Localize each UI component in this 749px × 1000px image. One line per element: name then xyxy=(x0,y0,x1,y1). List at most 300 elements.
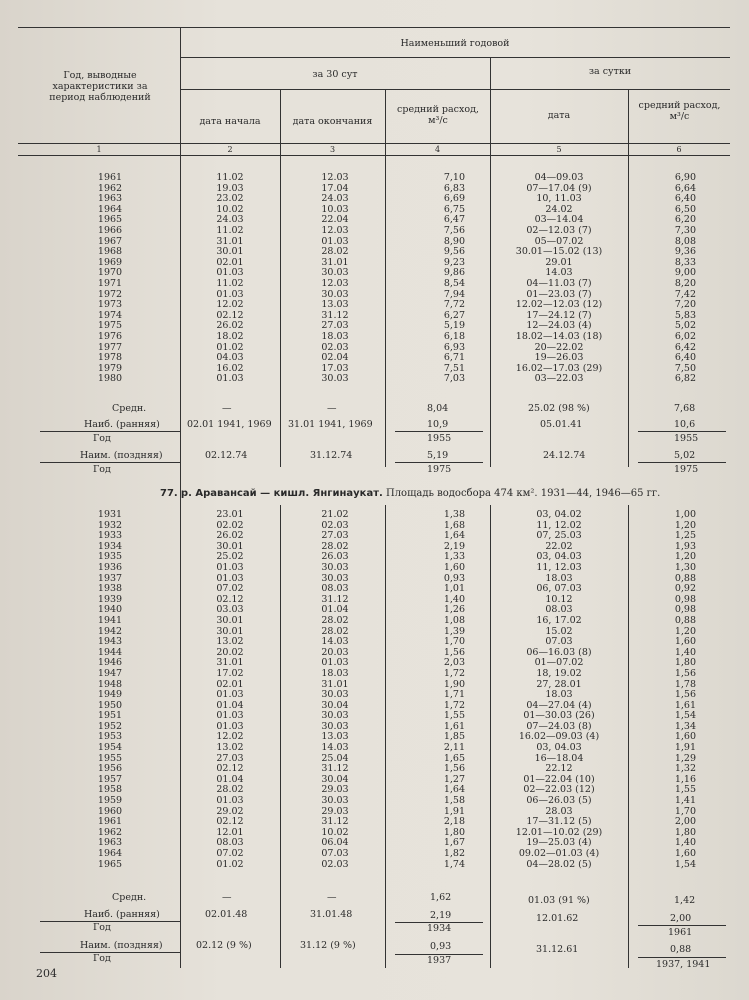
header-rule-1 xyxy=(180,57,730,58)
s1-avg-c4: 8,04 xyxy=(427,403,449,414)
daily-date-cell: 15.02 xyxy=(545,625,573,637)
discharge-30-cell: 7,51 xyxy=(443,362,465,374)
discharge-30-cell: 1,58 xyxy=(443,795,465,807)
start-date-cell: 07.02 xyxy=(216,848,244,859)
end-date-cell: 17.03 xyxy=(321,362,349,374)
discharge-day-cell: 0,92 xyxy=(674,583,696,595)
discharge-30-cell: 2,18 xyxy=(443,816,465,828)
discharge-30-cell: 6,71 xyxy=(443,352,465,364)
discharge-30-cell: 7,10 xyxy=(443,172,465,183)
discharge-30-cell: 1,33 xyxy=(443,551,465,563)
header-group-day: за сутки xyxy=(588,66,632,77)
discharge-30-cell: 1,01 xyxy=(443,583,465,595)
discharge-day-cell: 1,00 xyxy=(674,509,696,520)
end-date-cell: 18.03 xyxy=(321,330,349,342)
s1-qday-column xyxy=(648,173,696,385)
daily-date-cell: 18.03 xyxy=(545,572,573,584)
daily-date-cell: 19—26.03 xyxy=(534,352,584,364)
discharge-day-cell: 1,30 xyxy=(674,561,696,573)
end-date-cell: 31.12 xyxy=(321,763,349,775)
end-date-cell: 30.03 xyxy=(321,267,349,279)
daily-date-cell: 29.01 xyxy=(545,256,573,268)
year-cell: 1965 xyxy=(97,214,123,226)
discharge-day-cell: 1,20 xyxy=(674,625,696,637)
year-cell: 1978 xyxy=(97,352,123,364)
colnum-5: 5 xyxy=(556,145,562,154)
discharge-day-cell: 2,00 xyxy=(674,816,696,828)
discharge-30-cell: 5,19 xyxy=(443,320,465,332)
s2-avg-c2: — xyxy=(222,892,232,903)
daily-date-cell: 03, 04.03 xyxy=(536,742,582,754)
section2-rest: Площадь водосбора 474 км². 1931—44, 1946—65 гг. xyxy=(385,488,661,499)
daily-date-cell: 27, 28.01 xyxy=(536,678,582,690)
s1-min-c4: 5,19 xyxy=(427,450,449,461)
start-date-cell: 08.03 xyxy=(216,837,244,849)
daily-date-cell: 08.03 xyxy=(545,604,573,616)
discharge-30-cell: 2,03 xyxy=(443,657,465,669)
start-date-cell: 26.02 xyxy=(216,320,244,332)
year-cell: 1957 xyxy=(97,773,123,785)
start-date-cell: 01.02 xyxy=(216,341,244,353)
discharge-30-cell: 1,74 xyxy=(443,858,465,870)
start-date-cell: 02.12 xyxy=(216,816,244,828)
discharge-30-cell: 9,56 xyxy=(443,246,465,258)
daily-date-cell: 22.02 xyxy=(545,540,573,552)
end-date-cell: 10.02 xyxy=(321,826,349,838)
s1-avg-c3: — xyxy=(327,403,337,414)
start-date-cell: 11.02 xyxy=(216,172,244,183)
s1-min-underline-label xyxy=(40,462,180,463)
s1-min-year-c6: 1975 xyxy=(674,464,699,475)
start-date-cell: 23.02 xyxy=(216,193,244,205)
daily-date-cell: 06—26.03 (5) xyxy=(526,795,592,807)
discharge-30-cell: 1,90 xyxy=(443,678,465,690)
start-date-cell: 20.02 xyxy=(216,646,244,658)
discharge-30-cell: 1,55 xyxy=(443,710,465,722)
start-date-cell: 26.02 xyxy=(216,530,244,542)
start-date-cell: 01.04 xyxy=(216,699,244,711)
discharge-day-cell: 1,60 xyxy=(674,731,696,743)
year-cell: 1949 xyxy=(97,689,123,701)
s2-max-year-c4: 1934 xyxy=(427,923,452,934)
daily-date-cell: 16, 17.02 xyxy=(536,614,582,626)
year-cell: 1935 xyxy=(97,551,123,563)
discharge-30-cell: 1,39 xyxy=(443,625,465,637)
start-date-cell: 13.02 xyxy=(216,636,244,648)
end-date-cell: 31.12 xyxy=(321,593,349,605)
discharge-30-cell: 6,93 xyxy=(443,341,465,353)
s2-min-year-label: Год xyxy=(93,953,111,964)
s2-q30-column xyxy=(405,510,465,870)
discharge-day-cell: 0,98 xyxy=(674,604,696,616)
year-cell: 1943 xyxy=(97,636,123,648)
daily-date-cell: 12.01—10.02 (29) xyxy=(515,826,603,838)
discharge-30-cell: 1,72 xyxy=(443,699,465,711)
daily-date-cell: 16—18.04 xyxy=(534,752,584,764)
daily-date-cell: 22.12 xyxy=(545,763,573,775)
discharge-day-cell: 0,88 xyxy=(674,572,696,584)
s1-max-c3: 31.01 1941, 1969 xyxy=(288,419,373,430)
end-date-cell: 20.03 xyxy=(321,646,349,658)
s2-end-column xyxy=(295,510,375,870)
s1-max-c4: 10,9 xyxy=(427,419,449,430)
daily-date-cell: 12—24.03 (4) xyxy=(526,320,592,332)
end-date-cell: 30.03 xyxy=(321,572,349,584)
year-cell: 1931 xyxy=(97,509,123,520)
discharge-day-cell: 5,02 xyxy=(674,320,696,332)
start-date-cell: 28.02 xyxy=(216,784,244,796)
discharge-day-cell: 6,50 xyxy=(674,203,696,215)
end-date-cell: 30.03 xyxy=(321,288,349,300)
daily-date-cell: 16.02—09.03 (4) xyxy=(518,731,600,743)
header-c2: дата начала xyxy=(199,116,261,127)
header-c6: средний расход, м³/с xyxy=(638,100,721,122)
colnum-6: 6 xyxy=(676,145,682,154)
end-date-cell: 08.03 xyxy=(321,583,349,595)
year-cell: 1973 xyxy=(97,299,123,311)
discharge-day-cell: 6,82 xyxy=(674,373,696,385)
start-date-cell: 04.03 xyxy=(216,352,244,364)
year-cell: 1970 xyxy=(97,267,123,279)
s1-max-underline-c6 xyxy=(638,431,726,432)
s1-years-column xyxy=(80,173,140,385)
s1-min-underline-c6 xyxy=(638,462,726,463)
discharge-30-cell: 1,38 xyxy=(443,509,465,520)
discharge-day-cell: 0,98 xyxy=(674,593,696,605)
start-date-cell: 12.02 xyxy=(216,299,244,311)
s1-max-year-label: Год xyxy=(93,433,111,444)
daily-date-cell: 01—30.03 (26) xyxy=(523,710,595,722)
discharge-day-cell: 1,60 xyxy=(674,848,696,859)
daily-date-cell: 02—12.03 (7) xyxy=(526,224,592,236)
start-date-cell: 23.01 xyxy=(216,509,244,520)
year-cell: 1951 xyxy=(97,710,123,722)
discharge-day-cell: 1,80 xyxy=(674,826,696,838)
discharge-day-cell: 1,34 xyxy=(674,720,696,732)
s2-min-c2: 02.12 (9 %) xyxy=(196,940,252,951)
start-date-cell: 18.02 xyxy=(216,330,244,342)
daily-date-cell: 17—31.12 (5) xyxy=(526,816,592,828)
start-date-cell: 24.03 xyxy=(216,214,244,226)
s1-min-c5: 24.12.74 xyxy=(543,450,586,461)
end-date-cell: 02.03 xyxy=(321,519,349,531)
start-date-cell: 17.02 xyxy=(216,667,244,679)
year-cell: 1964 xyxy=(97,848,123,859)
s2-min-c4: 0,93 xyxy=(430,941,452,952)
start-date-cell: 12.01 xyxy=(216,826,244,838)
discharge-day-cell: 7,50 xyxy=(674,362,696,374)
col5-divider-lower xyxy=(628,505,629,968)
start-date-cell: 13.02 xyxy=(216,742,244,754)
s1-min-c2: 02.12.74 xyxy=(205,450,248,461)
discharge-day-cell: 1,56 xyxy=(674,667,696,679)
daily-date-cell: 18.03 xyxy=(545,689,573,701)
discharge-day-cell: 7,30 xyxy=(674,224,696,236)
year-cell: 1960 xyxy=(97,805,123,817)
colnum-3: 3 xyxy=(329,145,336,154)
start-date-cell: 01.04 xyxy=(216,773,244,785)
start-date-cell: 27.03 xyxy=(216,752,244,764)
discharge-day-cell: 1,80 xyxy=(674,657,696,669)
year-cell: 1963 xyxy=(97,837,123,849)
daily-date-cell: 16.02—17.03 (29) xyxy=(515,362,603,374)
daily-date-cell: 04—28.02 (5) xyxy=(526,858,592,870)
end-date-cell: 21.02 xyxy=(321,509,349,520)
discharge-day-cell: 8,33 xyxy=(674,256,696,268)
daily-date-cell: 05—07.02 xyxy=(534,235,584,247)
daily-date-cell: 18.02—14.03 (18) xyxy=(515,330,603,342)
daily-date-cell: 28.03 xyxy=(545,805,573,817)
year-cell: 1955 xyxy=(97,752,123,764)
discharge-30-cell: 7,56 xyxy=(443,224,465,236)
discharge-30-cell: 2,11 xyxy=(443,742,465,754)
daily-date-cell: 20—22.02 xyxy=(534,341,584,353)
discharge-30-cell: 1,82 xyxy=(443,848,465,859)
start-date-cell: 11.02 xyxy=(216,277,244,289)
discharge-day-cell: 1,91 xyxy=(674,742,696,754)
s1-min-c3: 31.12.74 xyxy=(310,450,353,461)
end-date-cell: 31.12 xyxy=(321,309,349,321)
start-date-cell: 02.01 xyxy=(216,678,244,690)
discharge-day-cell: 1,25 xyxy=(674,530,696,542)
start-date-cell: 01.03 xyxy=(216,795,244,807)
discharge-30-cell: 6,83 xyxy=(443,182,465,194)
daily-date-cell: 01—23.03 (7) xyxy=(526,288,592,300)
daily-date-cell: 03—22.03 xyxy=(534,373,584,385)
discharge-30-cell: 6,27 xyxy=(443,309,465,321)
s1-start-column xyxy=(190,173,270,385)
s2-date-column xyxy=(492,510,626,870)
s2-min-label: Наим. (поздняя) xyxy=(80,940,163,951)
discharge-30-cell: 1,27 xyxy=(443,773,465,785)
discharge-30-cell: 6,18 xyxy=(443,330,465,342)
start-date-cell: 29.02 xyxy=(216,805,244,817)
discharge-day-cell: 0,88 xyxy=(674,614,696,626)
discharge-30-cell: 1,64 xyxy=(443,784,465,796)
end-date-cell: 30.03 xyxy=(321,561,349,573)
s1-max-c5: 05.01.41 xyxy=(540,419,583,430)
discharge-30-cell: 7,03 xyxy=(443,373,465,385)
discharge-day-cell: 1,40 xyxy=(674,646,696,658)
year-cell: 1953 xyxy=(97,731,123,743)
s1-min-c6: 5,02 xyxy=(674,450,696,461)
end-date-cell: 10.03 xyxy=(321,203,349,215)
start-date-cell: 01.03 xyxy=(216,720,244,732)
colnum-2: 2 xyxy=(227,145,233,154)
start-date-cell: 25.02 xyxy=(216,551,244,563)
daily-date-cell: 01—07.02 xyxy=(534,657,584,669)
discharge-30-cell: 1,08 xyxy=(443,614,465,626)
daily-date-cell: 04—09.03 xyxy=(534,172,584,183)
discharge-30-cell: 6,47 xyxy=(443,214,465,226)
discharge-30-cell: 7,72 xyxy=(443,299,465,311)
end-date-cell: 30.03 xyxy=(321,689,349,701)
start-date-cell: 01.02 xyxy=(216,858,244,870)
discharge-day-cell: 1,54 xyxy=(674,858,696,870)
start-date-cell: 01.03 xyxy=(216,561,244,573)
end-date-cell: 28.02 xyxy=(321,246,349,258)
start-date-cell: 30.01 xyxy=(216,540,244,552)
discharge-30-cell: 6,69 xyxy=(443,193,465,205)
year-cell: 1967 xyxy=(97,235,123,247)
s1-date-column xyxy=(492,173,626,385)
year-cell: 1966 xyxy=(97,224,123,236)
s2-max-year-c6: 1961 xyxy=(668,927,693,938)
discharge-day-cell: 8,08 xyxy=(674,235,696,247)
discharge-day-cell: 6,02 xyxy=(674,330,696,342)
end-date-cell: 12.03 xyxy=(321,277,349,289)
daily-date-cell: 03—14.04 xyxy=(534,214,584,226)
year-cell: 1972 xyxy=(97,288,123,300)
year-cell: 1959 xyxy=(97,795,123,807)
s2-max-underline-c6 xyxy=(638,925,726,926)
start-date-cell: 30.01 xyxy=(216,625,244,637)
s1-q30-column xyxy=(405,173,465,385)
discharge-30-cell: 1,40 xyxy=(443,593,465,605)
year-cell: 1980 xyxy=(97,373,123,385)
daily-date-cell: 11, 12.03 xyxy=(536,561,582,573)
discharge-day-cell: 1,61 xyxy=(674,699,696,711)
discharge-day-cell: 8,20 xyxy=(674,277,696,289)
s2-min-underline-c6 xyxy=(638,957,726,958)
year-cell: 1965 xyxy=(97,858,123,870)
start-date-cell: 19.03 xyxy=(216,182,244,194)
discharge-30-cell: 1,26 xyxy=(443,604,465,616)
discharge-day-cell: 1,60 xyxy=(674,636,696,648)
discharge-30-cell: 1,80 xyxy=(443,826,465,838)
s2-min-c3: 31.12 (9 %) xyxy=(300,940,356,951)
discharge-30-cell: 7,94 xyxy=(443,288,465,300)
s2-max-c5: 12.01.62 xyxy=(536,913,579,924)
s1-min-year-label: Год xyxy=(93,464,111,475)
s2-start-column xyxy=(190,510,270,870)
end-date-cell: 18.03 xyxy=(321,667,349,679)
year-cell: 1939 xyxy=(97,593,123,605)
end-date-cell: 17.04 xyxy=(321,182,349,194)
year-cell: 1979 xyxy=(97,362,123,374)
discharge-day-cell: 6,40 xyxy=(674,193,696,205)
start-date-cell: 02.12 xyxy=(216,309,244,321)
end-date-cell: 30.03 xyxy=(321,710,349,722)
s1-end-column xyxy=(295,173,375,385)
s1-max-underline-c4 xyxy=(395,431,483,432)
colnum-rule xyxy=(18,155,730,156)
year-cell: 1933 xyxy=(97,530,123,542)
year-cell: 1956 xyxy=(97,763,123,775)
end-date-cell: 26.03 xyxy=(321,551,349,563)
discharge-day-cell: 1,54 xyxy=(674,710,696,722)
col2-divider-lower xyxy=(280,505,281,968)
discharge-30-cell: 1,56 xyxy=(443,763,465,775)
end-date-cell: 29.03 xyxy=(321,784,349,796)
discharge-day-cell: 1,70 xyxy=(674,805,696,817)
daily-date-cell: 09.02—01.03 (4) xyxy=(518,848,600,859)
s1-max-label: Наиб. (ранняя) xyxy=(84,419,160,430)
s2-avg-c5: 01.03 (91 %) xyxy=(528,895,590,906)
end-date-cell: 28.02 xyxy=(321,614,349,626)
year-cell: 1952 xyxy=(97,720,123,732)
start-date-cell: 02.12 xyxy=(216,593,244,605)
year-cell: 1938 xyxy=(97,583,123,595)
end-date-cell: 12.03 xyxy=(321,172,349,183)
page-number: 204 xyxy=(36,967,57,980)
start-date-cell: 30.01 xyxy=(216,614,244,626)
end-date-cell: 31.12 xyxy=(321,816,349,828)
header-c4: средний расход, м³/с xyxy=(397,104,479,126)
year-cell: 1961 xyxy=(97,816,123,828)
year-cell: 1968 xyxy=(97,246,123,258)
s2-avg-c6: 1,42 xyxy=(674,895,696,906)
discharge-day-cell: 1,55 xyxy=(674,784,696,796)
end-date-cell: 31.01 xyxy=(321,256,349,268)
start-date-cell: 02.12 xyxy=(216,763,244,775)
s2-max-year-label: Год xyxy=(93,922,111,933)
daily-date-cell: 14.03 xyxy=(545,267,573,279)
daily-date-cell: 03, 04.02 xyxy=(536,509,582,520)
s2-max-c4: 2,19 xyxy=(430,910,452,921)
discharge-30-cell: 1,64 xyxy=(443,530,465,542)
s1-max-year-c6: 1955 xyxy=(674,433,699,444)
discharge-30-cell: 1,60 xyxy=(443,561,465,573)
discharge-day-cell: 6,90 xyxy=(674,172,696,183)
s2-max-label: Наиб. (ранняя) xyxy=(84,909,160,920)
daily-date-cell: 06—16.03 (8) xyxy=(526,646,592,658)
s1-avg-label: Средн. xyxy=(112,403,147,414)
end-date-cell: 28.02 xyxy=(321,540,349,552)
daily-date-cell: 07—24.03 (8) xyxy=(526,720,592,732)
s2-avg-label: Средн. xyxy=(112,892,147,903)
start-date-cell: 31.01 xyxy=(216,235,244,247)
daily-date-cell: 10.12 xyxy=(545,593,573,605)
end-date-cell: 30.04 xyxy=(321,699,349,711)
discharge-30-cell: 1,67 xyxy=(443,837,465,849)
discharge-30-cell: 1,71 xyxy=(443,689,465,701)
year-cell: 1962 xyxy=(97,826,123,838)
year-cell: 1963 xyxy=(97,193,123,205)
start-date-cell: 03.03 xyxy=(216,604,244,616)
start-date-cell: 16.02 xyxy=(216,362,244,374)
daily-date-cell: 11, 12.02 xyxy=(536,519,582,531)
discharge-day-cell: 9,00 xyxy=(674,267,696,279)
discharge-day-cell: 5,83 xyxy=(674,309,696,321)
s1-max-c2: 02.01 1941, 1969 xyxy=(187,419,272,430)
section2-title xyxy=(160,488,660,499)
discharge-30-cell: 6,75 xyxy=(443,203,465,215)
year-cell: 1940 xyxy=(97,604,123,616)
s2-qday-column xyxy=(648,510,696,870)
year-cell: 1936 xyxy=(97,561,123,573)
year-cell: 1954 xyxy=(97,742,123,754)
end-date-cell: 13.03 xyxy=(321,731,349,743)
start-date-cell: 07.02 xyxy=(216,583,244,595)
daily-date-cell: 01—22.04 (10) xyxy=(523,773,595,785)
start-date-cell: 01.03 xyxy=(216,267,244,279)
year-cell: 1946 xyxy=(97,657,123,669)
start-date-cell: 11.02 xyxy=(216,224,244,236)
s2-avg-c4: 1,62 xyxy=(430,892,452,903)
end-date-cell: 22.04 xyxy=(321,214,349,226)
year-cell: 1974 xyxy=(97,309,123,321)
discharge-day-cell: 1,41 xyxy=(674,795,696,807)
s2-max-c6: 2,00 xyxy=(670,913,692,924)
start-date-cell: 12.02 xyxy=(216,731,244,743)
end-date-cell: 06.04 xyxy=(321,837,349,849)
s1-max-year-c4: 1955 xyxy=(427,433,452,444)
discharge-day-cell: 7,42 xyxy=(674,288,696,300)
discharge-day-cell: 1,32 xyxy=(674,763,696,775)
year-cell: 1932 xyxy=(97,519,123,531)
start-date-cell: 01.03 xyxy=(216,689,244,701)
